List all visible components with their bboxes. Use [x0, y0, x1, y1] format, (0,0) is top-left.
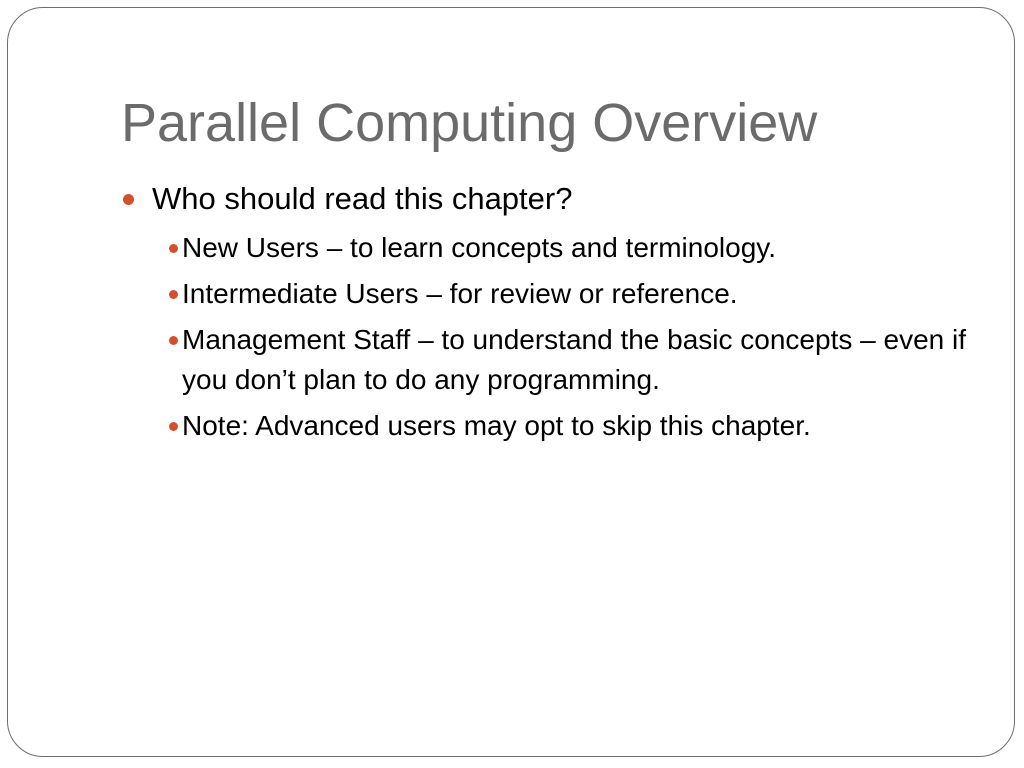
bullet-dot-icon [169, 336, 178, 345]
sub-bullet-note [182, 406, 972, 446]
slide-title: Parallel Computing Overview [121, 93, 818, 153]
sub-bullet-text: Intermediate Users – for review or reference. [182, 278, 738, 309]
sub-bullet-management-staff [182, 320, 972, 400]
bullet-level1 [121, 176, 981, 222]
sub-bullet-list [121, 228, 981, 446]
sub-bullet-text: Note: Advanced users may opt to skip this chapter. [182, 410, 811, 441]
sub-bullet-text: New Users – to learn concepts and terminology. [182, 232, 776, 263]
sub-bullet-text: Management Staff – to understand the basic concepts – even if you don’t plan to do any programming. [182, 324, 966, 395]
slide-content [121, 176, 981, 452]
bullet-level1-text: Who should read this chapter? [152, 181, 573, 216]
sub-bullet-new-users [182, 228, 972, 268]
bullet-dot-icon [169, 244, 178, 253]
bullet-dot-icon [169, 290, 178, 299]
slide-frame [7, 7, 1015, 757]
sub-bullet-intermediate-users [182, 274, 972, 314]
bullet-dot-icon [169, 422, 178, 431]
bullet-dot-icon [123, 194, 134, 205]
